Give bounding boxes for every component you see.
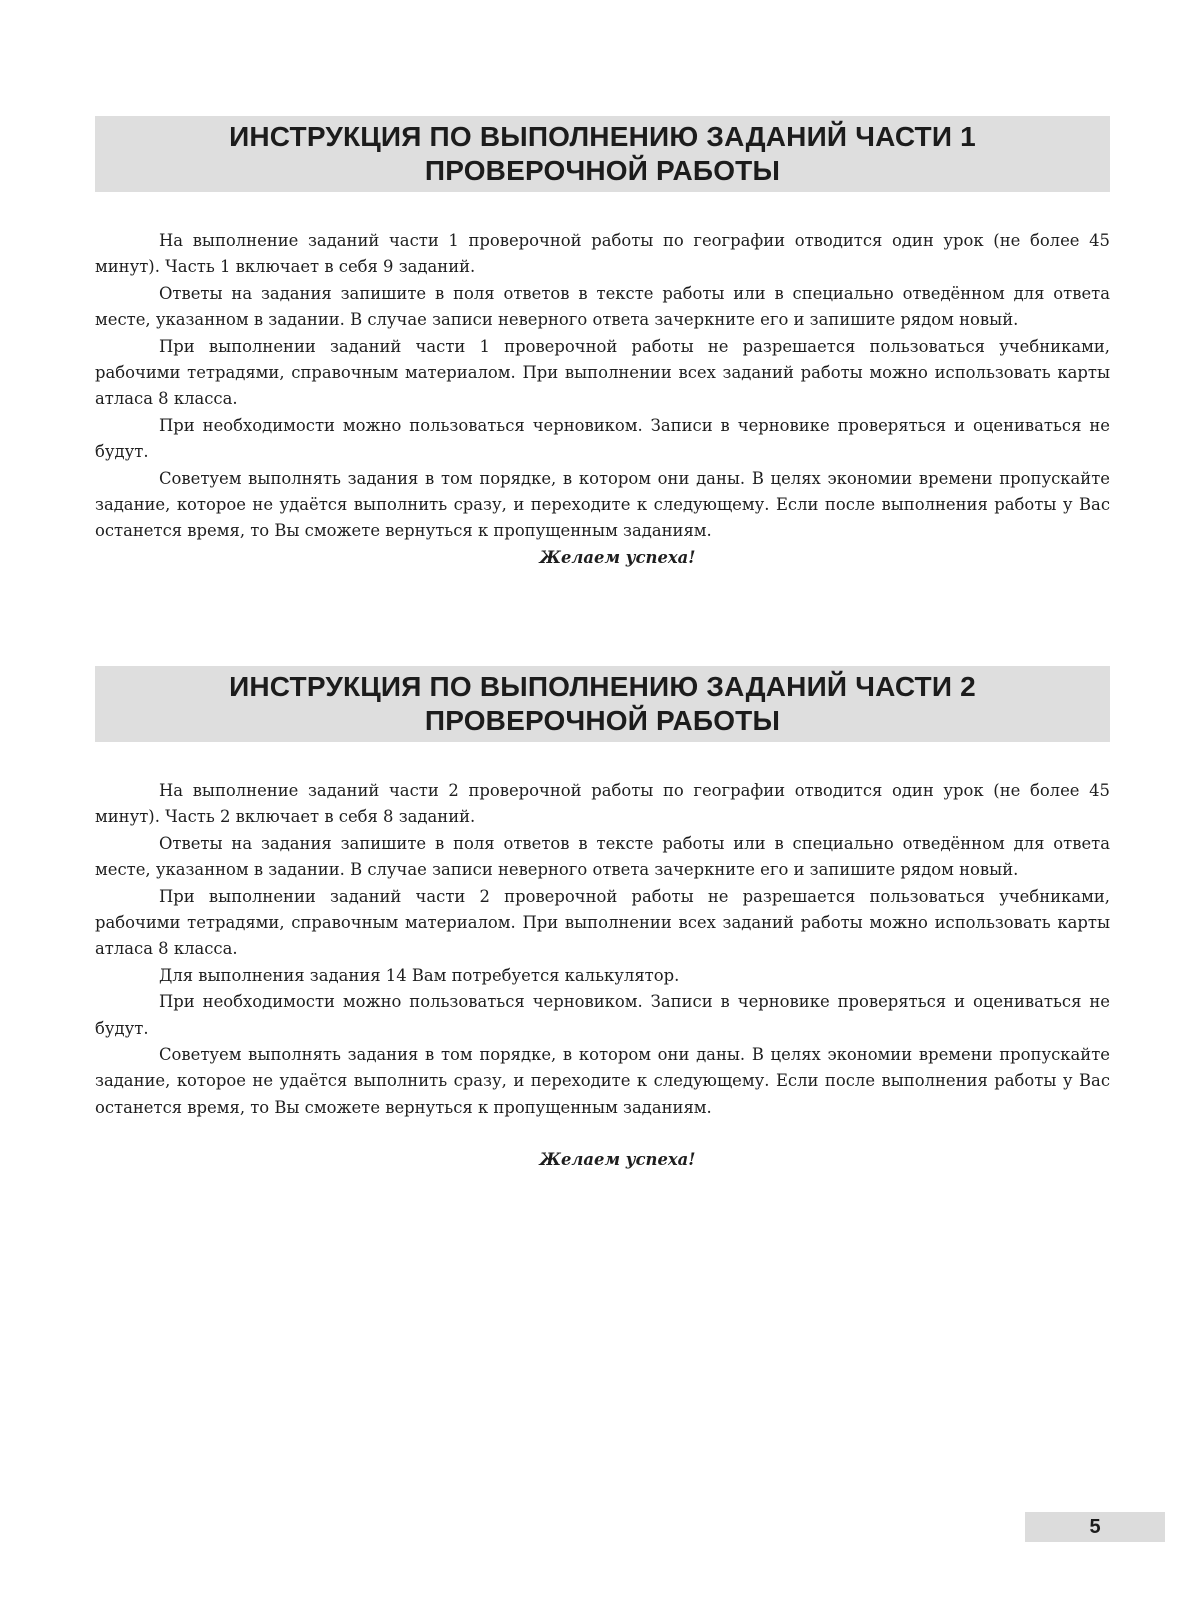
paragraph: При выполнении заданий части 1 проверочной работы не разрешается пользоваться учебниками, рабочими тетрадями, справочным материалом. При выполнении всех заданий работы можно использовать карты атласа 8 класса. <box>95 336 1110 409</box>
paragraph: На выполнение заданий части 2 проверочной работы по географии отводится один урок (не более 45 минут). Часть 2 включает в себя 8 заданий. <box>95 781 1110 827</box>
section-title-line-1: ИНСТРУКЦИЯ ПО ВЫПОЛНЕНИЮ ЗАДАНИЙ ЧАСТИ 1 <box>229 121 976 152</box>
section-header-part-1 <box>95 116 1110 192</box>
section-header-part-2 <box>95 666 1110 742</box>
instruction-section-part-1 <box>95 116 1110 571</box>
page-number: 5 <box>1089 1515 1101 1538</box>
paragraph: Ответы на задания запишите в поля ответов в тексте работы или в специально отведённом для ответа месте, указанном в задании. В случае записи неверного ответа зачеркните его и запишите рядом новый. <box>95 283 1110 330</box>
paragraph: При выполнении заданий части 2 проверочной работы не разрешается пользоваться учебниками, рабочими тетрадями, справочным материалом. При выполнении всех заданий работы можно использовать карты атласа 8 класса. <box>95 886 1110 959</box>
paragraph: Ответы на задания запишите в поля ответов в тексте работы или в специально отведённом для ответа месте, указанном в задании. В случае записи неверного ответа зачеркните его и запишите рядом новый. <box>95 833 1110 880</box>
section-title-line-2: ПРОВЕРОЧНОЙ РАБОТЫ <box>424 705 781 736</box>
paragraph: При необходимости можно пользоваться черновиком. Записи в черновике проверяться и оцениваться не будут. <box>95 415 1110 462</box>
section-body-part-2 <box>95 778 1110 1174</box>
section-body-part-1 <box>95 228 1110 571</box>
section-title-line-1: ИНСТРУКЦИЯ ПО ВЫПОЛНЕНИЮ ЗАДАНИЙ ЧАСТИ 2 <box>229 671 976 702</box>
paragraph: На выполнение заданий части 1 проверочной работы по географии отводится один урок (не более 45 минут). Часть 1 включает в себя 9 заданий. <box>95 231 1110 277</box>
instruction-section-part-2 <box>95 666 1110 1174</box>
good-luck-wish: Желаем успеха! <box>539 547 696 567</box>
paragraph: Для выполнения задания 14 Вам потребуется калькулятор. <box>159 965 680 985</box>
paragraph: Советуем выполнять задания в том порядке, в котором они даны. В целях экономии времени пропускайте задание, которое не удаётся выполнить сразу, и переходите к следующему. Если после выполнения работы у Вас останется время, то Вы сможете вернуться к пропущенным заданиям. <box>95 1045 1110 1117</box>
good-luck-wish: Желаем успеха! <box>539 1150 696 1170</box>
paragraph: Советуем выполнять задания в том порядке, в котором они даны. В целях экономии времени пропускайте задание, которое не удаётся выполнить сразу, и переходите к следующему. Если после выполнения работы у Вас останется время, то Вы сможете вернуться к пропущенным заданиям. <box>95 468 1110 541</box>
section-title-line-2: ПРОВЕРОЧНОЙ РАБОТЫ <box>424 155 781 186</box>
page-number-box <box>1025 1512 1165 1542</box>
paragraph: При необходимости можно пользоваться черновиком. Записи в черновике проверяться и оцениваться не будут. <box>95 992 1110 1038</box>
